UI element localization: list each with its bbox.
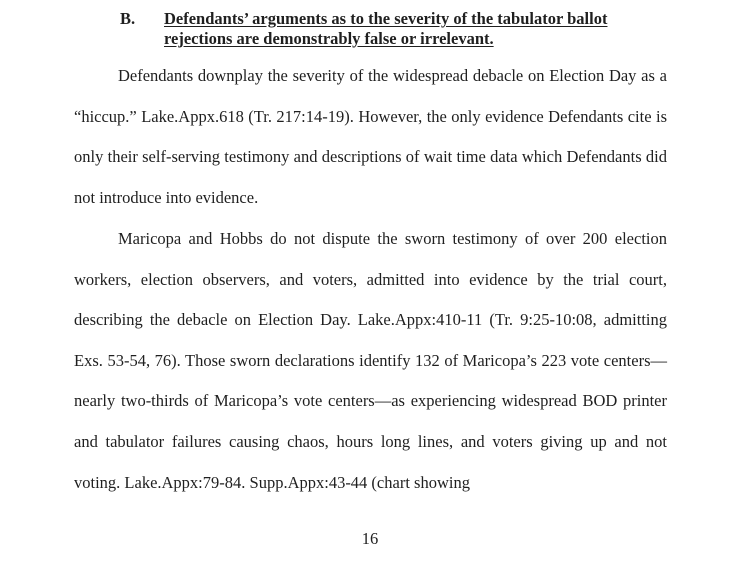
section-title: Defendants’ arguments as to the severity of the tabulator ballot rejections are demonstrably false or irrelevant. — [164, 9, 608, 48]
page-number: 16 — [361, 529, 379, 548]
section-letter: B. — [120, 9, 136, 28]
paragraph-1 — [74, 56, 667, 218]
paragraph-2 — [74, 219, 667, 503]
paragraph-1-text: Defendants downplay the severity of the widespread debacle on Election Day as a “hiccup.” Lake.Appx.618 (Tr. 217:14-19). However, the only evidence Defendants cite is only their self-serving testimony and descriptions of wait time data which Defendants did not introduce into evidence. — [74, 66, 667, 207]
paragraph-2-text: Maricopa and Hobbs do not dispute the sworn testimony of over 200 election workers, election observers, and voters, admitted into evidence by the trial court, describing the debacle on Election Day. Lake.Appx:410-11 (Tr. 9:25-10:08, admitting Exs. 53-54, 76). Those sworn declarations identify 132 of Maricopa’s 223 vote centers—nearly two-thirds of Maricopa’s vote centers—as experiencing widespread BOD printer and tabulator failures causing chaos, hours long lines, and voters giving up and not voting. Lake.Appx:79-84. Supp.Appx:43-44 (chart showing — [74, 229, 667, 492]
